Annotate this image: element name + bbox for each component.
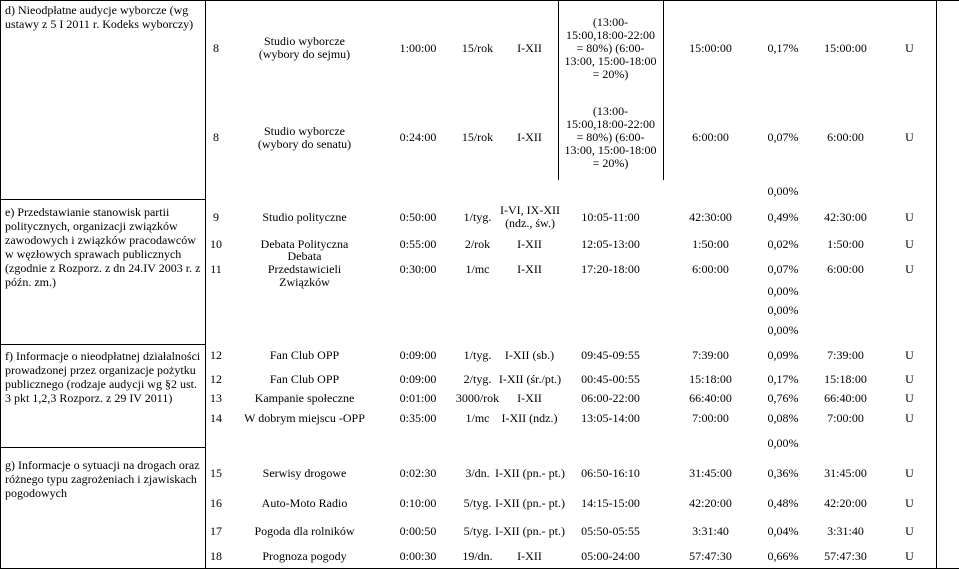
cell-freq: 15/rok	[461, 40, 494, 55]
cell-total2: 42:20:00	[824, 496, 867, 510]
cell-no: 18	[210, 548, 222, 563]
cell-pct: 0,04%	[767, 523, 799, 538]
cell-no: 11	[210, 261, 222, 276]
cell-no: 12	[210, 347, 222, 362]
cell-total: 1:50:00	[692, 237, 729, 251]
cell-pct: 0,36%	[767, 465, 799, 480]
category-d: d) Nieodpłatne audycje wyborcze (wg ustawy z 5 I 2011 r. Kodeks wyborczy)	[5, 3, 194, 31]
cell-pct: 0,76%	[767, 390, 799, 405]
cell-freq: 1/mc	[465, 261, 490, 276]
cell-total: 31:45:00	[689, 465, 732, 480]
cell-dur: 0:50:00	[399, 209, 437, 224]
cell-dur: 1:00:00	[399, 40, 437, 55]
cell-dur: 0:00:30	[399, 548, 437, 563]
cell-total2: 66:40:00	[824, 390, 867, 405]
cell-freq: 5/tyg.	[463, 496, 492, 510]
cell-pct: 0,09%	[767, 347, 799, 362]
cell-dur: 0:10:00	[399, 496, 437, 510]
cell-pct: 0,66%	[767, 548, 799, 563]
cell-total2: 15:18:00	[824, 371, 867, 386]
cell-hours: 12:05-13:00	[581, 237, 640, 251]
cell-flag: U	[905, 496, 914, 510]
cell-flag: U	[905, 371, 914, 386]
cell-flag: U	[905, 130, 914, 144]
cell-name: Fan Club OPP	[269, 347, 340, 362]
cell-pct: 0,00%	[767, 284, 799, 298]
cell-total2: 1:50:00	[827, 237, 864, 251]
cell-freq: 2/tyg.	[463, 371, 492, 386]
cell-total2: 6:00:00	[827, 261, 864, 276]
cell-hours: 09:45-09:55	[581, 347, 640, 362]
cell-flag: U	[905, 237, 914, 251]
cell-flag: U	[905, 261, 914, 276]
cell-period: I-XII (ndz.)	[501, 410, 558, 425]
cell-total: 7:00:00	[692, 410, 729, 425]
cell-no: 14	[210, 410, 222, 425]
cell-total2: 3:31:40	[827, 523, 864, 538]
cell-name: Serwisy drogowe	[262, 465, 347, 480]
cell-total2: 15:00:00	[824, 40, 867, 55]
cell-dur: 0:55:00	[399, 237, 437, 251]
cell-hours: (13:00-15:00,18:00-22:00 = 80%) (6:00-13:00, 15:00-18:00 = 20%)	[564, 104, 657, 170]
cell-period: I-XII	[517, 261, 542, 276]
cell-period: I-XII	[517, 237, 542, 251]
cell-total: 7:39:00	[692, 347, 729, 362]
cell-flag: U	[905, 465, 914, 480]
cell-no: 9	[213, 209, 219, 224]
cell-period: I-XII (pn.- pt.)	[495, 465, 565, 480]
cell-period: I-XII (śr./pt.)	[498, 371, 562, 386]
cell-pct: 0,00%	[767, 323, 799, 337]
cell-flag: U	[905, 523, 914, 538]
cell-freq: 1/mc	[465, 410, 490, 425]
cell-dur: 0:09:00	[399, 347, 437, 362]
cell-period: I-XII (sb.)	[504, 347, 555, 362]
cell-no: 10	[210, 237, 222, 251]
cell-total: 42:20:00	[689, 496, 732, 510]
cell-total2: 7:39:00	[827, 347, 864, 362]
cell-dur: 0:09:00	[399, 371, 437, 386]
cell-name: Debata Przedstawicieli Związków	[267, 248, 342, 289]
cell-pct: 0,17%	[767, 371, 799, 386]
cell-period: I-XII (pn.- pt.)	[495, 496, 565, 510]
cell-no: 17	[210, 523, 222, 538]
cell-hours: 05:50-05:55	[581, 523, 640, 538]
cell-pct: 0,00%	[767, 435, 799, 450]
cell-total2: 42:30:00	[824, 209, 867, 224]
category-f: f) Informacje o nieodpłatnej działalności prowadzonej przez organizacje pożytku publicznego (rodzaje audycji wg §2 ust. 3 pkt 1,2,3 Rozporz. z 29 IV 2011)	[5, 349, 201, 405]
cell-hours: (13:00-15:00,18:00-22:00 = 80%) (6:00-13:00, 15:00-18:00 = 20%)	[564, 14, 657, 81]
cell-total2: 7:00:00	[827, 410, 864, 425]
cell-total: 15:00:00	[689, 40, 732, 55]
cell-total: 15:18:00	[689, 371, 732, 386]
cell-period: I-XII	[517, 548, 542, 563]
cell-period: I-XII	[517, 130, 542, 144]
cell-no: 15	[210, 465, 222, 480]
cell-total: 6:00:00	[692, 261, 729, 276]
cell-hours: 06:00-22:00	[581, 390, 640, 405]
cell-total: 57:47:30	[689, 548, 732, 563]
cell-period: I-XII	[517, 40, 542, 55]
cell-flag: U	[905, 548, 914, 563]
cell-dur: 0:30:00	[399, 261, 437, 276]
cell-freq: 3/dn.	[465, 465, 490, 480]
cell-pct: 0,07%	[767, 261, 799, 276]
cell-name: Kampanie społeczne	[254, 390, 355, 405]
cell-name: Studio polityczne	[262, 209, 347, 224]
cell-hours: 17:20-18:00	[581, 261, 640, 276]
cell-name: W dobrym miejscu -OPP	[244, 410, 365, 425]
cell-freq: 5/tyg.	[463, 523, 492, 538]
cell-pct: 0,08%	[767, 410, 799, 425]
category-e: e) Przedstawianie stanowisk partii politycznych, organizacji związków zawodowych i związków pracodawców w węzłowych sprawach publicznych (zgodnie z Rozporz. z dn 24.IV 2003 r. z późn. zm.)	[5, 205, 201, 289]
cell-total: 42:30:00	[689, 209, 732, 224]
cell-dur: 0:01:00	[399, 390, 437, 405]
cell-pct: 0,17%	[767, 40, 799, 55]
cell-dur: 0:02:30	[399, 465, 437, 480]
cell-pct: 0,00%	[767, 303, 799, 317]
cell-no: 8	[213, 130, 219, 144]
cell-no: 8	[213, 40, 219, 55]
cell-freq: 2/rok	[464, 237, 491, 251]
cell-pct: 0,00%	[767, 183, 799, 198]
cell-name: Debata Polityczna	[260, 237, 349, 251]
cell-hours: 14:15-15:00	[581, 496, 640, 510]
cell-flag: U	[905, 347, 914, 362]
cell-dur: 0:00:50	[399, 523, 437, 538]
cell-pct: 0,49%	[767, 209, 799, 224]
cell-freq: 15/rok	[461, 130, 494, 144]
cell-pct: 0,02%	[767, 237, 799, 251]
cell-pct: 0,07%	[767, 130, 799, 144]
cell-total2: 31:45:00	[824, 465, 867, 480]
cell-hours: 05:00-24:00	[581, 548, 640, 563]
cell-flag: U	[905, 40, 914, 55]
cell-total2: 6:00:00	[827, 130, 864, 144]
cell-freq: 19/dn.	[462, 548, 493, 563]
cell-total2: 57:47:30	[824, 548, 867, 563]
cell-period: I-XII	[517, 390, 542, 405]
cell-hours: 00:45-00:55	[581, 371, 640, 386]
cell-flag: U	[905, 390, 914, 405]
cell-freq: 1/tyg.	[463, 209, 492, 224]
cell-freq: 1/tyg.	[463, 347, 492, 362]
cell-name: Fan Club OPP	[269, 371, 340, 386]
cell-flag: U	[905, 410, 914, 425]
cell-no: 16	[210, 496, 222, 510]
cell-pct: 0,48%	[767, 496, 799, 510]
cell-flag: U	[905, 209, 914, 224]
cell-no: 12	[210, 371, 222, 386]
cell-name: Prognoza pogody	[262, 548, 347, 563]
cell-dur: 0:35:00	[399, 410, 437, 425]
cell-name: Studio wyborcze (wybory do sejmu)	[258, 34, 351, 61]
cell-total: 6:00:00	[692, 130, 729, 144]
cell-hours: 10:05-11:00	[581, 209, 640, 224]
cell-period: I-XII (pn.- pt.)	[495, 523, 565, 538]
cell-dur: 0:24:00	[399, 130, 437, 144]
cell-total: 66:40:00	[689, 390, 732, 405]
cell-name: Auto-Moto Radio	[261, 496, 348, 510]
cell-name: Studio wyborcze (wybory do senatu)	[257, 123, 352, 151]
category-g: g) Informacje o sytuacji na drogach oraz różnego typu zagrożeniach i zjawiskach pogodowych	[5, 458, 200, 500]
cell-hours: 13:05-14:00	[581, 410, 640, 425]
cell-name: Pogoda dla rolników	[254, 523, 355, 538]
cell-total: 3:31:40	[692, 523, 729, 538]
cell-no: 13	[210, 390, 222, 405]
cell-period: I-VI, IX-XII (ndz., św.)	[500, 203, 560, 230]
cell-freq: 3000/rok	[455, 390, 500, 405]
cell-hours: 06:50-16:10	[581, 465, 640, 480]
